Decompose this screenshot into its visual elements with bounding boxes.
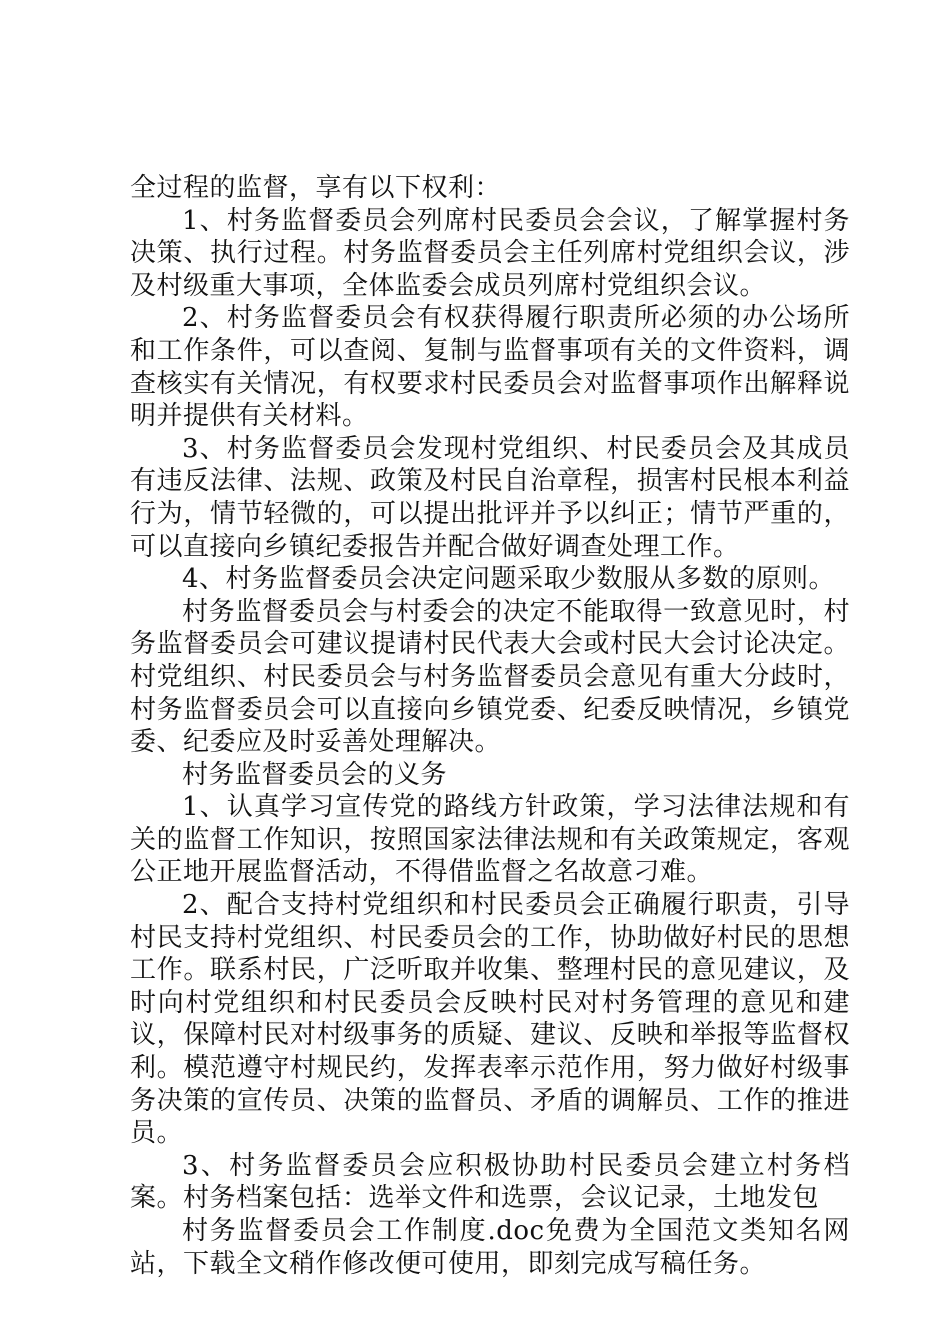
section-heading-obligations: 村务监督委员会的义务 (182, 759, 448, 790)
paragraph-right-4: 4、村务监督委员会决定问题采取少数服从多数的原则。 (182, 564, 836, 595)
paragraph-download-note: 村务监督委员会工作制度.doc免费为全国范文类知名网站，下载全文稍作修改便可使用，即刻完成写稿任务。 (130, 1216, 850, 1279)
paragraph-disagreement: 村务监督委员会与村委会的决定不能取得一致意见时，村务监督委员会可建议提请村民代表大会或村民大会讨论决定。村党组织、村民委员会与村务监督委员会意见有重大分歧时，村务监督委员会可以直接向乡镇党委、纪委反映情况，乡镇党委、纪委应及时妥善处理解决。 (130, 596, 850, 758)
paragraph-obligation-1: 1、认真学习宣传党的路线方针政策，学习法律法规和有关的监督工作知识，按照国家法律法规和有关政策规定，客观公正地开展监督活动，不得借监督之名故意刁难。 (130, 792, 850, 888)
paragraph-right-1: 1、村务监督委员会列席村民委员会会议，了解掌握村务决策、执行过程。村务监督委员会主任列席村党组织会议，涉及村级重大事项，全体监委会成员列席村党组织会议。 (130, 205, 850, 301)
paragraph-right-3: 3、村务监督委员会发现村党组织、村民委员会及其成员有违反法律、法规、政策及村民自治章程，损害村民根本利益行为，情节轻微的，可以提出批评并予以纠正；情节严重的，可以直接向乡镇纪委报告并配合做好调查处理工作。 (130, 433, 850, 562)
paragraph-obligation-2: 2、配合支持村党组织和村民委员会正确履行职责，引导村民支持村党组织、村民委员会的工作，协助做好村民的思想工作。联系村民，广泛听取并收集、整理村民的意见建议，及时向村党组织和村民委员会反映村民对村务管理的意见和建议，保障村民对村级事务的质疑、建议、反映和举报等监督权利。模范遵守村规民约，发挥表率示范作用，努力做好村级事务决策的宣传员、决策的监督员、矛盾的调解员、工作的推进员。 (130, 890, 850, 1149)
document-body (130, 172, 850, 1280)
paragraph-rights-intro: 全过程的监督，享有以下权利： (130, 173, 502, 203)
paragraph-right-2: 2、村务监督委员会有权获得履行职责所必须的办公场所和工作条件，可以查阅、复制与监督事项有关的文件资料，调查核实有关情况，有权要求村民委员会对监督事项作出解释说明并提供有关材料。 (130, 303, 850, 432)
paragraph-obligation-3: 3、村务监督委员会应积极协助村民委员会建立村务档案。村务档案包括：选举文件和选票，会议记录，土地发包 (130, 1150, 850, 1214)
